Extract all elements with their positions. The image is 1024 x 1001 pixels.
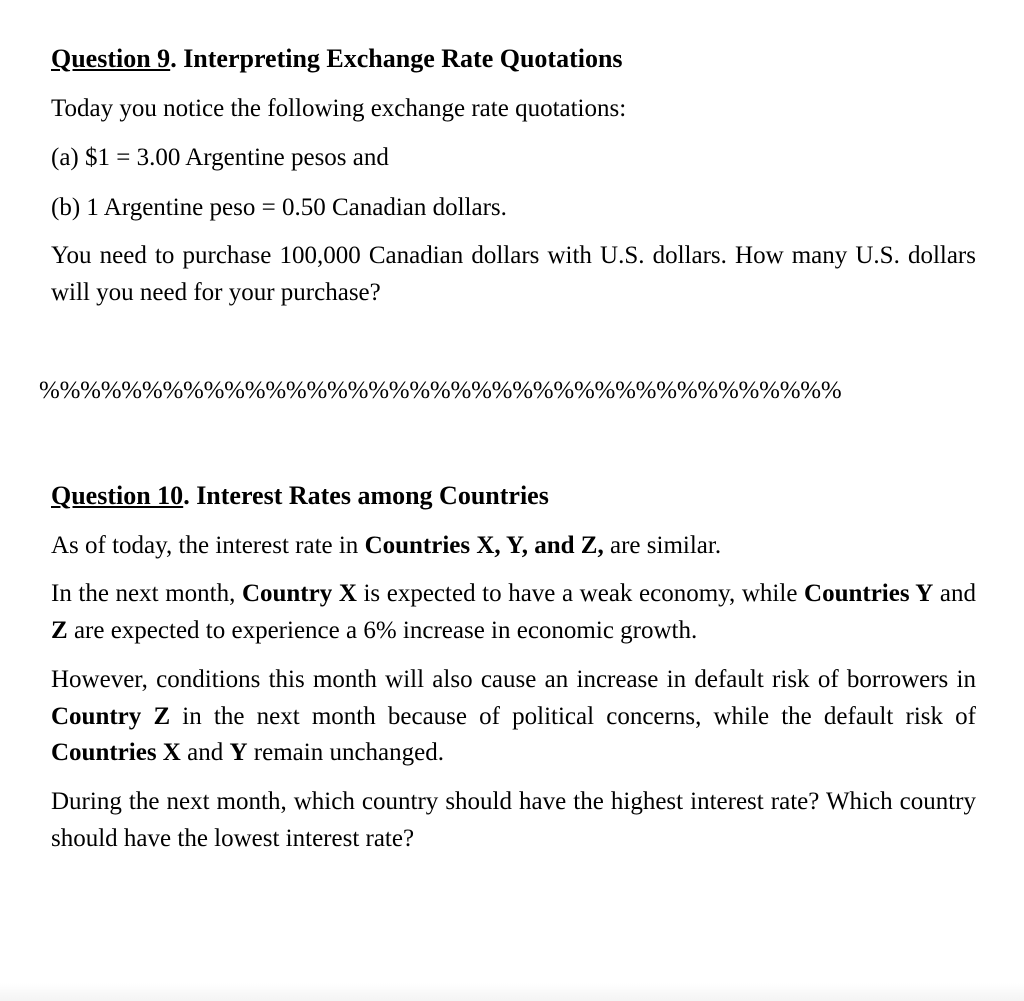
text-run: and (180, 739, 230, 767)
bold-run: Country X (241, 580, 357, 608)
question-10-paragraph-4: During the next month, which country should have the highest interest rate? Which country should have the lowest interest rate? (51, 788, 976, 852)
text-run: are similar. (603, 531, 722, 559)
text-run: in the next month because of political concerns, while the default risk of (170, 702, 976, 730)
text-run: and (933, 580, 976, 608)
text-run: remain unchanged. (247, 739, 444, 767)
page-bottom-edge (0, 983, 1024, 1001)
bold-run: Y (229, 739, 248, 767)
text-run: In the next month, (51, 580, 242, 608)
document-page (39, 40, 976, 870)
question-10-paragraph-3 (51, 662, 976, 772)
question-10-heading (51, 477, 976, 515)
question-9-prompt: You need to purchase 100,000 Canadian dollars with U.S. dollars. How many U.S. dollars will you need for your purchase? (51, 242, 976, 306)
text-run: are expected to experience a 6% increase in economic growth. (67, 617, 698, 645)
question-9-title: . Interpreting Exchange Rate Quotations (170, 44, 623, 73)
section-divider: %%%%%%%%%%%%%%%%%%%%%%%%%%%%%%%%%%%%%%% (39, 376, 842, 404)
text-run: However, conditions this month will also cause an increase in default risk of borrowers in (51, 665, 976, 693)
text-run: is expected to have a weak economy, while (356, 580, 805, 608)
question-9-number: Question 9 (51, 44, 171, 73)
question-9-intro: Today you notice the following exchange rate quotations: (51, 94, 627, 122)
bold-run: Countries X (51, 739, 181, 767)
question-10-paragraph-2 (51, 576, 976, 650)
bold-run: Countries X, Y, and Z, (364, 531, 604, 559)
bold-run: Z (51, 617, 68, 645)
bold-run: Country Z (51, 702, 171, 730)
question-10-paragraph-1 (51, 527, 976, 565)
quotation-a: (a) $1 = 3.00 Argentine pesos and (51, 144, 389, 172)
text-run: As of today, the interest rate in (51, 531, 365, 559)
quotation-b: (b) 1 Argentine peso = 0.50 Canadian dollars. (51, 193, 507, 221)
question-10-number: Question 10 (51, 481, 184, 511)
question-9-heading (51, 40, 976, 78)
question-10-title: . Interest Rates among Countries (183, 481, 549, 511)
bold-run: Countries Y (804, 580, 934, 608)
